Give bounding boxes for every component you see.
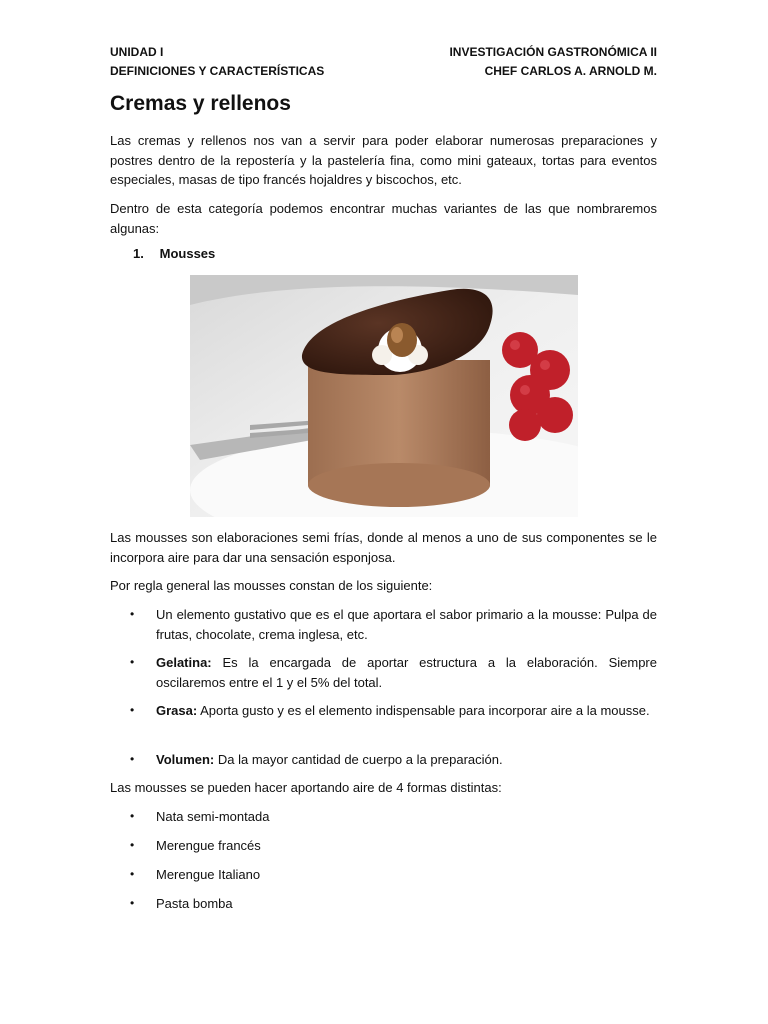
header-course: INVESTIGACIÓN GASTRONÓMICA II <box>449 45 657 59</box>
bullet-icon: • <box>130 752 135 766</box>
air-method: Pasta bomba <box>156 896 233 911</box>
list-item <box>110 653 657 692</box>
components-intro: Por regla general las mousses constan de los siguiente: <box>110 578 433 593</box>
header-section: DEFINICIONES Y CARACTERÍSTICAS <box>110 64 325 78</box>
list-item <box>110 836 657 856</box>
component-text: Es la encargada de aportar estructura a la elaboración. Siempre oscilaremos entre el 1 y el 5% del total. <box>156 655 657 690</box>
variants-paragraph: Dentro de esta categoría podemos encontrar muchas variantes de las que nombraremos algunas: <box>110 201 657 236</box>
component-text: Un elemento gustativo que es el que aportara el sabor primario a la mousse: Pulpa de frutas, chocolate, crema inglesa, etc. <box>156 607 657 642</box>
header-unit: UNIDAD I <box>110 45 164 59</box>
component-text: Aporta gusto y es el elemento indispensable para incorporar aire a la mousse. <box>197 703 650 718</box>
item-label: Mousses <box>159 246 216 261</box>
list-item <box>110 701 657 721</box>
list-item <box>110 750 657 770</box>
bullet-icon: • <box>130 703 135 717</box>
page-header <box>110 43 657 81</box>
intro-paragraph: Las cremas y rellenos nos van a servir para poder elaborar numerosas preparaciones y postres dentro de la repostería y la pastelería fina, como mini gateaux, tortas para eventos especiales, masas de tipo francés hojaldres y biscochos, etc. <box>110 133 657 187</box>
air-method: Nata semi-montada <box>156 809 270 824</box>
component-text: Da la mayor cantidad de cuerpo a la preparación. <box>214 752 503 767</box>
item-number: 1. <box>133 246 144 261</box>
bullet-icon: • <box>130 655 135 669</box>
page-title: Cremas y rellenos <box>110 92 291 115</box>
air-method: Merengue Italiano <box>156 867 261 882</box>
component-term: Volumen: <box>156 752 215 767</box>
bullet-icon: • <box>130 838 135 852</box>
bullet-icon: • <box>130 896 135 910</box>
list-item <box>110 605 657 644</box>
header-author: CHEF CARLOS A. ARNOLD M. <box>484 64 657 78</box>
component-term: Gelatina: <box>156 655 212 670</box>
list-item <box>110 865 657 885</box>
list-item <box>110 807 657 827</box>
component-term: Grasa: <box>156 703 198 718</box>
bullet-icon: • <box>130 607 135 621</box>
numbered-item-mousses <box>133 246 215 261</box>
mousse-cake-photo <box>190 275 578 517</box>
mousse-definition: Las mousses son elaboraciones semi frías, donde al menos a uno de sus componentes se le incorpora aire para dar una sensación esponjosa. <box>110 530 657 565</box>
air-methods-intro: Las mousses se pueden hacer aportando aire de 4 formas distintas: <box>110 780 502 795</box>
bullet-icon: • <box>130 867 135 881</box>
list-item <box>110 894 657 914</box>
air-method: Merengue francés <box>156 838 261 853</box>
bullet-icon: • <box>130 809 135 823</box>
